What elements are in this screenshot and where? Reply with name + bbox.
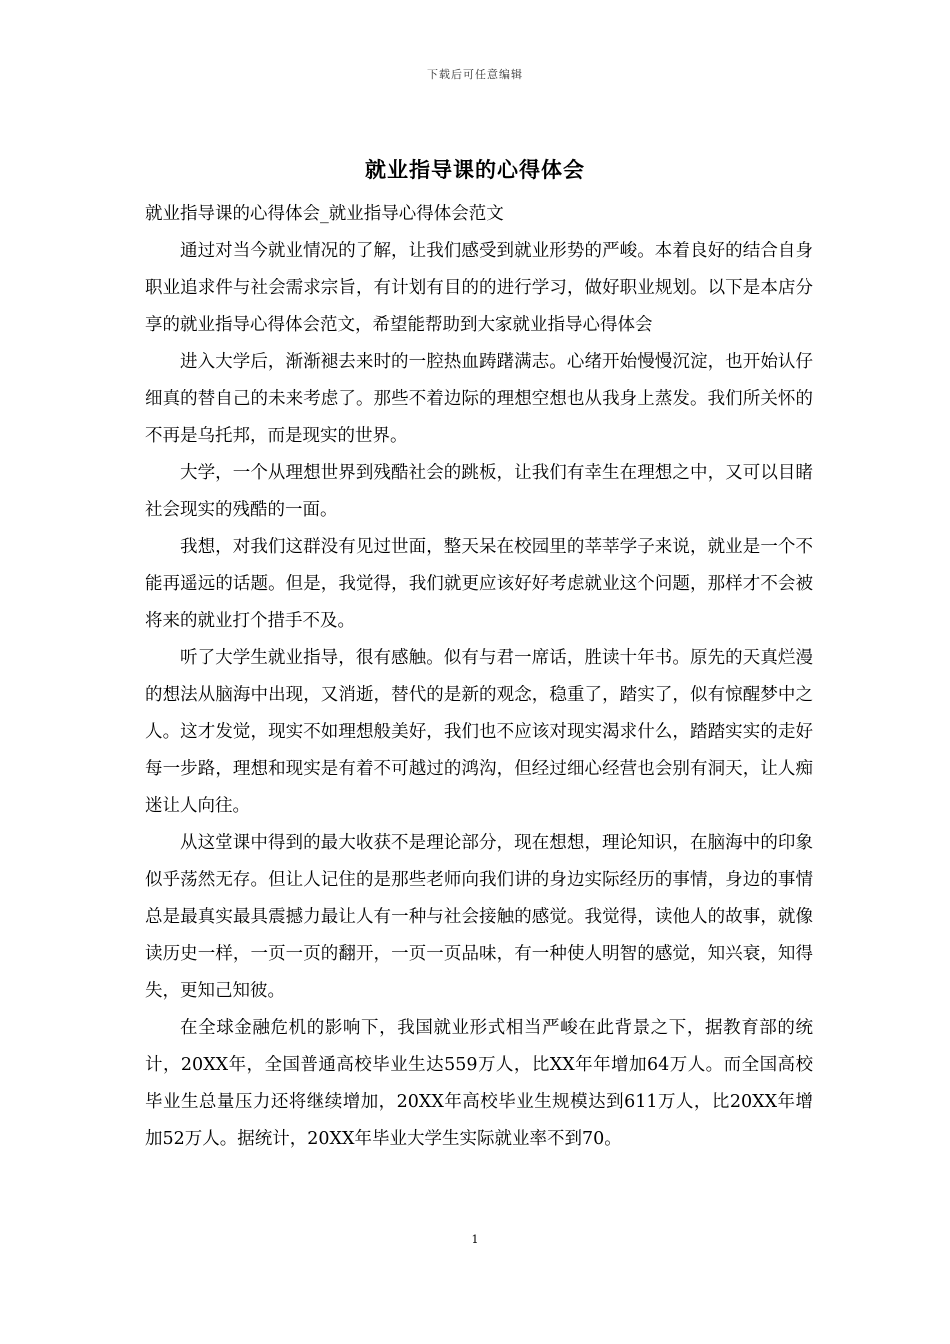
- document-title: 就业指导课的心得体会: [365, 157, 585, 182]
- paragraph-1: 通过对当今就业情况的了解，让我们感受到就业形势的严峻。本着良好的结合自身职业追求件与社会需求宗旨，有计划有目的的进行学习，做好职业规划。以下是本店分享的就业指导心得体会范文，希望能帮助到大家就业指导心得体会: [145, 241, 813, 335]
- page-number: 1: [471, 1233, 479, 1246]
- page-header-note: 下载后可任意编辑: [427, 68, 523, 81]
- paragraph-6: 从这堂课中得到的最大收获不是理论部分，现在想想，理论知识，在脑海中的印象似乎荡然无存。但让人记住的是那些老师向我们讲的身边实际经历的事情，身边的事情总是最真实最具震撼力最让人有一种与社会接触的感觉。我觉得，读他人的故事，就像读历史一样，一页一页的翻开，一页一页品味，有一种使人明智的感觉，知兴衰，知得失，更知己知彼。: [145, 833, 813, 1001]
- paragraph-3: 大学，一个从理想世界到残酷社会的跳板，让我们有幸生在理想之中，又可以目睹社会现实的残酷的一面。: [145, 463, 813, 520]
- document-body: [145, 196, 813, 1158]
- paragraph-4: 我想，对我们这群没有见过世面，整天呆在校园里的莘莘学子来说，就业是一个不能再遥远的话题。但是，我觉得，我们就更应该好好考虑就业这个问题，那样才不会被将来的就业打个措手不及。: [145, 537, 813, 631]
- document-subtitle: 就业指导课的心得体会_就业指导心得体会范文: [145, 204, 504, 224]
- paragraph-2: 进入大学后，渐渐褪去来时的一腔热血踌躇满志。心绪开始慢慢沉淀，也开始认仔细真的替自己的未来考虑了。那些不着边际的理想空想也从我身上蒸发。我们所关怀的不再是乌托邦，而是现实的世界。: [145, 352, 813, 446]
- paragraph-7: 在全球金融危机的影响下，我国就业形式相当严峻在此背景之下，据教育部的统计，20XX年，全国普通高校毕业生达559万人，比XX年年增加64万人。而全国高校毕业生总量压力还将继续增加，20XX年高校毕业生规模达到611万人，比20XX年增加52万人。据统计，20XX年毕业大学生实际就业率不到70。: [145, 1018, 813, 1149]
- paragraph-5: 听了大学生就业指导，很有感触。似有与君一席话，胜读十年书。原先的天真烂漫的想法从脑海中出现，又消逝，替代的是新的观念，稳重了，踏实了，似有惊醒梦中之人。这才发觉，现实不如理想般美好，我们也不应该对现实渴求什么，踏踏实实的走好每一步路，理想和现实是有着不可越过的鸿沟，但经过细心经营也会别有洞天，让人痴迷让人向往。: [145, 648, 813, 816]
